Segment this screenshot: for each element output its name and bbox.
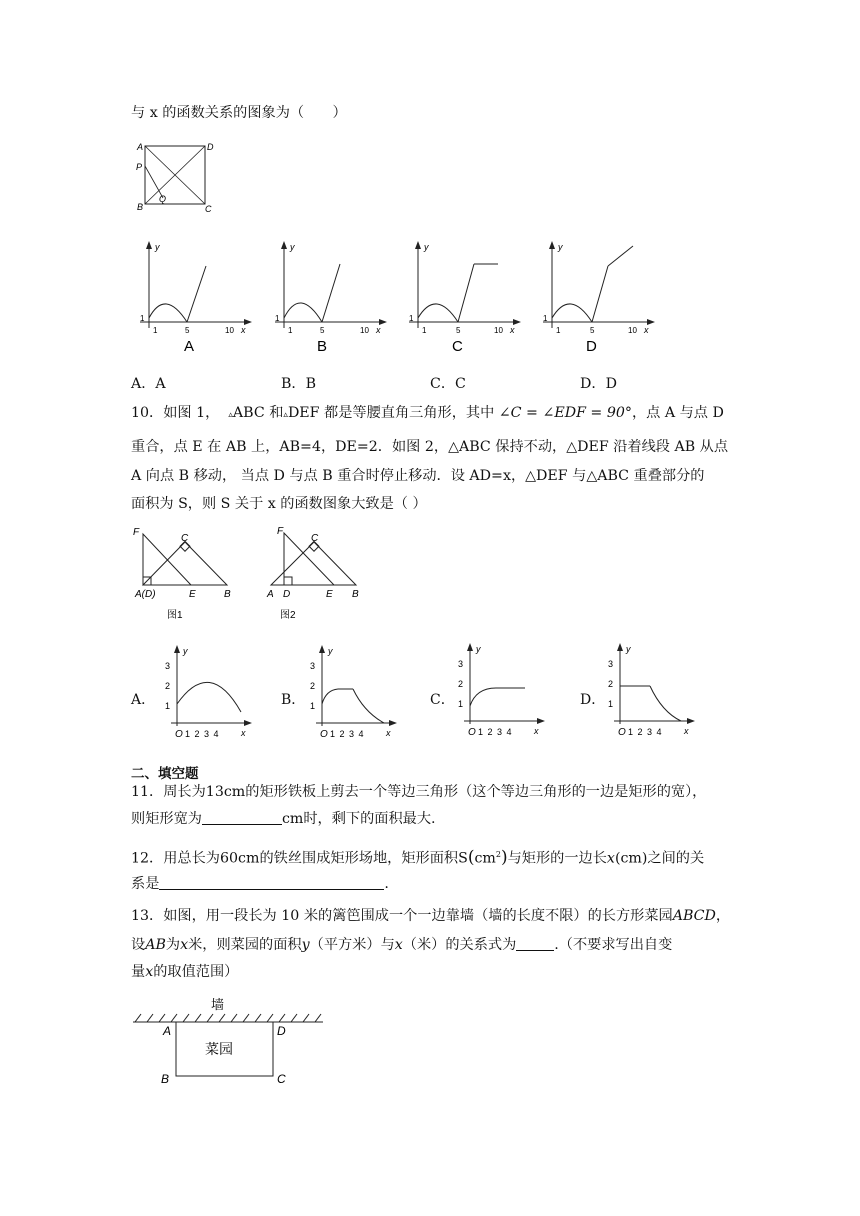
svg-text:1 2 3 4: 1 2 3 4 bbox=[628, 727, 662, 737]
q10-line3: A 向点 B 移动， 当点 D 与点 B 重合时停止移动．设 AD=x，△DEF 与△ABC 重叠部分的 bbox=[131, 468, 705, 484]
svg-text:2: 2 bbox=[458, 679, 464, 689]
svg-text:5: 5 bbox=[320, 326, 325, 335]
q9-graph-b bbox=[270, 238, 390, 358]
svg-text:3: 3 bbox=[458, 659, 464, 669]
fig2-caption: 图2 bbox=[280, 610, 296, 621]
q9-graph-d-label: D bbox=[586, 338, 597, 355]
svg-text:x: x bbox=[534, 726, 539, 736]
q13-line1: 13．如图，用一段长为 10 米的篱笆围成一个一边靠墙（墙的长度不限）的长方形菜园ABCD， bbox=[131, 908, 731, 924]
q10-line1: 10．如图 1， ▵ABC 和▵DEF 都是等腰直角三角形，其中 ∠C = ∠EDF = 90°，点 A 与点 D bbox=[131, 405, 724, 421]
q9-graph-d bbox=[538, 238, 663, 358]
svg-text:y: y bbox=[290, 242, 295, 252]
svg-text:y: y bbox=[558, 242, 563, 252]
svg-text:x: x bbox=[241, 325, 246, 335]
svg-text:3: 3 bbox=[165, 661, 171, 671]
q9-option-d[interactable]: D．D bbox=[580, 376, 617, 392]
sq-label-a: A bbox=[137, 142, 144, 152]
svg-text:y: y bbox=[328, 646, 333, 656]
svg-text:O: O bbox=[320, 729, 328, 740]
svg-text:B: B bbox=[161, 1072, 170, 1086]
q12-answer-blank[interactable] bbox=[159, 875, 384, 890]
sq-label-q: Q bbox=[159, 194, 167, 204]
sq-label-d: D bbox=[207, 142, 214, 152]
svg-text:x: x bbox=[644, 325, 649, 335]
q10-graph-b bbox=[300, 642, 400, 742]
svg-text:10: 10 bbox=[225, 326, 234, 335]
q10-figure-2 bbox=[266, 525, 366, 625]
q9-graph-a bbox=[135, 238, 255, 358]
svg-text:1: 1 bbox=[422, 326, 427, 335]
q10-option-a-label[interactable]: A． bbox=[131, 692, 156, 708]
q9-graph-b-label: B bbox=[317, 338, 328, 355]
garden-label: 菜园 bbox=[205, 1041, 233, 1057]
q10-line2: 重合，点 E 在 AB 上，AB=4，DE=2．如图 2，△ABC 保持不动，△DEF 沿着线段 AB 从点 bbox=[131, 439, 729, 455]
q9-option-b[interactable]: B．B bbox=[281, 376, 317, 392]
svg-text:C: C bbox=[277, 1072, 286, 1086]
svg-text:y: y bbox=[155, 242, 160, 252]
svg-text:C: C bbox=[311, 533, 319, 544]
svg-text:2: 2 bbox=[310, 681, 316, 691]
q10-option-b-label[interactable]: B． bbox=[281, 692, 306, 708]
svg-text:A: A bbox=[267, 589, 274, 600]
svg-text:1 2 3 4: 1 2 3 4 bbox=[330, 729, 364, 739]
svg-text:1: 1 bbox=[458, 699, 464, 709]
svg-text:x: x bbox=[684, 726, 689, 736]
q10-graph-a bbox=[155, 642, 255, 742]
svg-text:5: 5 bbox=[456, 326, 461, 335]
svg-text:10: 10 bbox=[360, 326, 369, 335]
sq-label-p: P bbox=[136, 162, 143, 172]
q13-line3: 量x的取值范围） bbox=[131, 964, 239, 980]
svg-text:y: y bbox=[424, 242, 429, 252]
sq-label-c: C bbox=[205, 204, 212, 214]
square-figure bbox=[135, 140, 215, 215]
svg-text:1: 1 bbox=[140, 314, 145, 323]
svg-text:1: 1 bbox=[275, 314, 280, 323]
q9-option-a[interactable]: A．A bbox=[131, 376, 166, 392]
svg-text:x: x bbox=[386, 728, 391, 738]
svg-text:1: 1 bbox=[608, 699, 614, 709]
q12-line2: 系是 . bbox=[131, 876, 389, 892]
wall-label: 墙 bbox=[211, 997, 225, 1012]
svg-text:1 2 3 4: 1 2 3 4 bbox=[478, 727, 512, 737]
q10-figure-1 bbox=[131, 525, 246, 625]
svg-text:10: 10 bbox=[628, 326, 637, 335]
svg-text:3: 3 bbox=[310, 661, 316, 671]
q10-angle-expr: ∠C = ∠EDF = 90° bbox=[498, 405, 632, 421]
svg-text:O: O bbox=[618, 727, 626, 738]
q10-option-d-label[interactable]: D． bbox=[580, 692, 606, 708]
svg-text:2: 2 bbox=[165, 681, 171, 691]
svg-text:y: y bbox=[183, 646, 188, 656]
fig1-caption: 图1 bbox=[167, 610, 183, 621]
q10-graph-c bbox=[448, 640, 548, 740]
q10-option-c-label[interactable]: C． bbox=[430, 692, 455, 708]
q9-graph-c-label: C bbox=[452, 338, 463, 355]
svg-text:1: 1 bbox=[310, 701, 316, 711]
svg-text:3: 3 bbox=[608, 659, 614, 669]
q9-option-c[interactable]: C．C bbox=[430, 376, 466, 392]
svg-text:1: 1 bbox=[165, 701, 171, 711]
svg-text:1: 1 bbox=[543, 314, 548, 323]
svg-text:O: O bbox=[468, 727, 476, 738]
svg-text:y: y bbox=[476, 644, 481, 654]
svg-text:E: E bbox=[326, 589, 333, 600]
q13-answer-blank[interactable] bbox=[516, 936, 554, 951]
svg-text:10: 10 bbox=[494, 326, 503, 335]
svg-text:F: F bbox=[133, 527, 140, 538]
svg-text:F: F bbox=[277, 526, 284, 537]
q11-answer-blank[interactable] bbox=[202, 810, 282, 825]
svg-text:x: x bbox=[241, 728, 246, 738]
garden-figure bbox=[131, 994, 331, 1089]
svg-text:A: A bbox=[163, 1024, 172, 1038]
svg-text:E: E bbox=[189, 589, 196, 600]
section-heading: 二、填空题 bbox=[131, 766, 199, 782]
svg-text:1: 1 bbox=[556, 326, 561, 335]
q10-graph-d bbox=[598, 640, 698, 740]
svg-text:D: D bbox=[277, 1024, 286, 1038]
q13-line2: 设AB为x米，则菜园的面积y（平方米）与x（米）的关系式为 .（不要求写出自变 bbox=[131, 937, 673, 953]
q10-line4: 面积为 S，则 S 关于 x 的函数图象大致是（ ） bbox=[131, 496, 427, 512]
q9-graph-a-label: A bbox=[184, 338, 195, 355]
svg-text:1: 1 bbox=[409, 314, 414, 323]
svg-text:x: x bbox=[510, 325, 515, 335]
sq-label-b: B bbox=[137, 202, 144, 212]
svg-text:B: B bbox=[224, 589, 231, 600]
svg-text:1: 1 bbox=[153, 326, 158, 335]
svg-text:D: D bbox=[283, 589, 291, 600]
svg-text:x: x bbox=[376, 325, 381, 335]
svg-text:1: 1 bbox=[288, 326, 293, 335]
q9-graph-c bbox=[404, 238, 529, 358]
q12-line1: 12．用总长为60cm的铁丝围成矩形场地，矩形面积$S(cm^2)$与矩形的一边长x(cm)之间的关 bbox=[131, 847, 705, 868]
q11-line1: 11．周长为13cm的矩形铁板上剪去一个等边三角形（这个等边三角形的一边是矩形的宽）， bbox=[131, 784, 707, 800]
svg-text:O: O bbox=[175, 729, 183, 740]
q9-intro: 与 x 的函数关系的图象为（ ） bbox=[131, 105, 347, 121]
svg-text:5: 5 bbox=[590, 326, 595, 335]
q11-line2: 则矩形宽为 cm时，剩下的面积最大. bbox=[131, 811, 436, 827]
svg-text:A(D): A(D) bbox=[135, 589, 156, 600]
svg-text:1 2 3 4: 1 2 3 4 bbox=[185, 729, 219, 739]
svg-text:y: y bbox=[626, 644, 631, 654]
svg-text:C: C bbox=[181, 533, 189, 544]
svg-text:2: 2 bbox=[608, 679, 614, 689]
svg-text:B: B bbox=[352, 589, 359, 600]
svg-text:5: 5 bbox=[185, 326, 190, 335]
